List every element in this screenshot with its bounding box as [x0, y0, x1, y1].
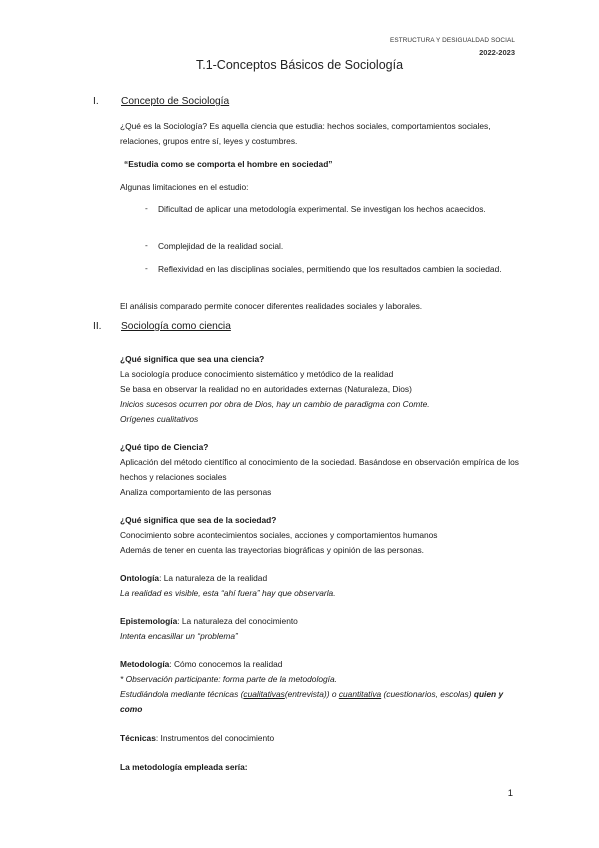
bullet-item-3: Reflexividad en las disciplinas sociales, permitiendo que los resultados cambien la sociedad. — [158, 264, 502, 274]
epistemology-line — [120, 614, 520, 629]
epistemology-note: Intenta encasillar un “problema” — [120, 631, 238, 641]
q1-line-4: Orígenes cualitativos — [120, 414, 199, 424]
methodology-note-1: * Observación participante: forma parte de la metodología. — [120, 674, 337, 684]
q3-line-2: Además de tener en cuenta las trayectorias biográficas y opinión de las personas. — [120, 545, 425, 555]
limits-label: Algunas limitaciones en el estudio: — [120, 182, 249, 192]
ontology-note: La realidad es visible, esta “ahí fuera” hay que observarla. — [120, 588, 336, 598]
question-1: ¿Qué significa que sea una ciencia? — [120, 354, 265, 364]
epistemology-label: Epistemología — [120, 616, 178, 626]
methodology-used: La metodología empleada sería: — [120, 762, 248, 772]
question-3: ¿Qué significa que sea de la sociedad? — [120, 515, 277, 525]
methodology-note-2-qualitative: cualitativas — [243, 689, 285, 699]
methodology-text: : Cómo conocemos la realidad — [169, 659, 283, 669]
techniques-text: : Instrumentos del conocimiento — [155, 733, 275, 743]
section-1-closing: El análisis comparado permite conocer diferentes realidades sociales y laborales. — [120, 301, 423, 311]
q1-line-3: Inicios sucesos ocurren por obra de Dios, hay un cambio de paradigma con Comte. — [120, 399, 430, 409]
methodology-note-2-a: Estudiándola mediante técnicas ( — [120, 689, 244, 699]
techniques-line — [120, 731, 520, 746]
section-1-number: I. — [93, 96, 99, 107]
header-course: ESTRUCTURA Y DESIGUALDAD SOCIAL — [389, 37, 515, 44]
methodology-note-2-quantitative: cuantitativa — [338, 689, 382, 699]
methodology-note-2 — [120, 687, 520, 717]
section-1-title: Concepto de Sociología — [121, 96, 230, 107]
section-1-intro: ¿Qué es la Sociología? Es aquella ciencia que estudia: hechos sociales, comportamientos sociales, relaciones, grupos entre sí, leyes y costumbres. — [120, 121, 491, 146]
page-number: 1 — [507, 788, 513, 799]
q1-line-2: Se basa en observar la realidad no en autoridades externas (Naturaleza, Dios) — [120, 384, 412, 394]
section-2-heading — [93, 321, 231, 332]
bullet-dash: - — [145, 263, 148, 273]
q2-text: Aplicación del método científico al conocimiento de la sociedad. Basándose en observación empírica de los hechos y relaciones sociales — [120, 457, 519, 482]
ontology-line — [120, 571, 520, 586]
q1-line-1: La sociología produce conocimiento sistemático y metódico de la realidad — [120, 369, 394, 379]
ontology-text: : La naturaleza de la realidad — [159, 573, 268, 583]
section-2-number: II. — [93, 321, 102, 332]
methodology-label: Metodología — [120, 659, 170, 669]
methodology-note-2-f: quien y como — [120, 689, 504, 714]
bullet-dash: - — [145, 203, 148, 213]
epistemology-text: : La naturaleza del conocimiento — [177, 616, 298, 626]
q2-line-2: Analiza comportamiento de las personas — [120, 487, 272, 497]
section-1-quote: “Estudia como se comporta el hombre en sociedad” — [124, 159, 333, 169]
methodology-note-2-c: (entrevista)) o — [284, 689, 339, 699]
methodology-line — [120, 657, 520, 672]
question-2: ¿Qué tipo de Ciencia? — [120, 442, 209, 452]
bullet-dash: - — [145, 240, 148, 250]
header-year: 2022-2023 — [479, 48, 515, 57]
section-1-heading — [93, 96, 229, 107]
bullet-item-1: Dificultad de aplicar una metodología experimental. Se investigan los hechos acaecidos. — [158, 204, 486, 214]
page-title: T.1-Conceptos Básicos de Sociología — [195, 58, 404, 72]
section-2-title: Sociología como ciencia — [121, 321, 231, 332]
techniques-label: Técnicas — [120, 733, 156, 743]
methodology-note-2-e: (cuestionarios, escolas) — [381, 689, 474, 699]
q3-line-1: Conocimiento sobre acontecimientos sociales, acciones y comportamientos humanos — [120, 530, 438, 540]
ontology-label: Ontología — [120, 573, 160, 583]
bullet-item-2: Complejidad de la realidad social. — [158, 241, 284, 251]
